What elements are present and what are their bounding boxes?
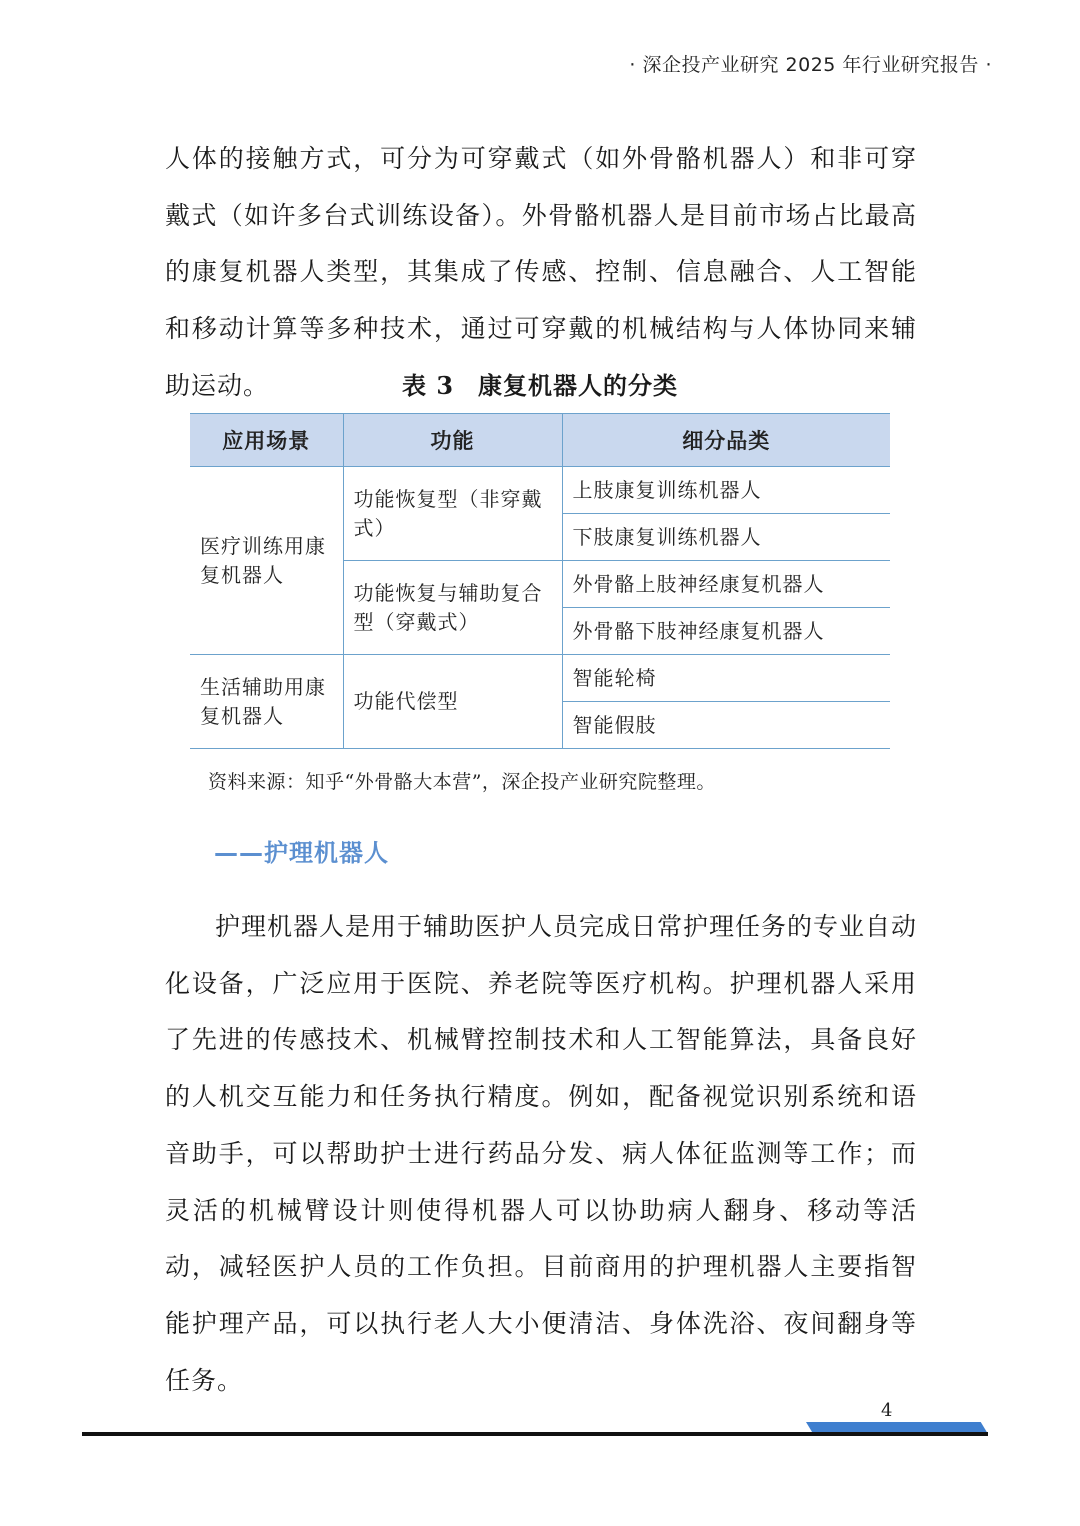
table-row: [190, 655, 890, 702]
table-caption-number: 表 3: [401, 371, 455, 400]
category-cell: 上肢康复训练机器人: [562, 467, 890, 514]
function-cell: 功能恢复型（非穿戴式）: [343, 467, 562, 561]
table-header-row: [190, 414, 890, 467]
category-cell: 下肢康复训练机器人: [562, 514, 890, 561]
body-paragraph: 人体的接触方式，可分为可穿戴式（如外骨骼机器人）和非可穿戴式（如许多台式训练设备）。外骨骼机器人是目前市场占比最高的康复机器人类型，其集成了传感、控制、信息融合、人工智能和移动计算等多种技术，通过可穿戴的机械结构与人体协同来辅助运动。: [165, 144, 917, 400]
table-source-note: 资料来源：知乎“外骨骼大本营”，深企投产业研究院整理。: [208, 771, 716, 793]
section-subheading: ——护理机器人: [214, 839, 389, 867]
scene-cell: 医疗训练用康复机器人: [190, 467, 343, 655]
scene-cell: 生活辅助用康复机器人: [190, 655, 343, 749]
column-header-scene: 应用场景: [190, 414, 343, 467]
footer-rule: [82, 1432, 988, 1436]
category-cell: 外骨骼下肢神经康复机器人: [562, 608, 890, 655]
page-number: 4: [881, 1400, 893, 1421]
table-caption-text: 康复机器人的分类: [478, 371, 679, 400]
category-cell: 智能假肢: [562, 702, 890, 749]
category-cell: 外骨骼上肢神经康复机器人: [562, 561, 890, 608]
function-cell: 功能恢复与辅助复合型（穿戴式）: [343, 561, 562, 655]
body-paragraph: 护理机器人是用于辅助医护人员完成日常护理任务的专业自动化设备，广泛应用于医院、养老院等医疗机构。护理机器人采用了先进的传感技术、机械臂控制技术和人工智能算法，具备良好的人机交互能力和任务执行精度。例如，配备视觉识别系统和语音助手，可以帮助护士进行药品分发、病人体征监测等工作；而灵活的机械臂设计则使得机器人可以协助病人翻身、移动等活动，减轻医护人员的工作负担。目前商用的护理机器人主要指智能护理产品，可以执行老人大小便清洁、身体洗浴、夜间翻身等任务。: [165, 912, 918, 1395]
table-row: [190, 467, 890, 514]
column-header-category: 细分品类: [562, 414, 890, 467]
function-cell: 功能代偿型: [343, 655, 562, 749]
classification-table: [190, 413, 890, 749]
table-caption: [0, 366, 1080, 406]
category-cell: 智能轮椅: [562, 655, 890, 702]
running-header: · 深企投产业研究 2025 年行业研究报告 ·: [629, 54, 992, 76]
column-header-function: 功能: [343, 414, 562, 467]
